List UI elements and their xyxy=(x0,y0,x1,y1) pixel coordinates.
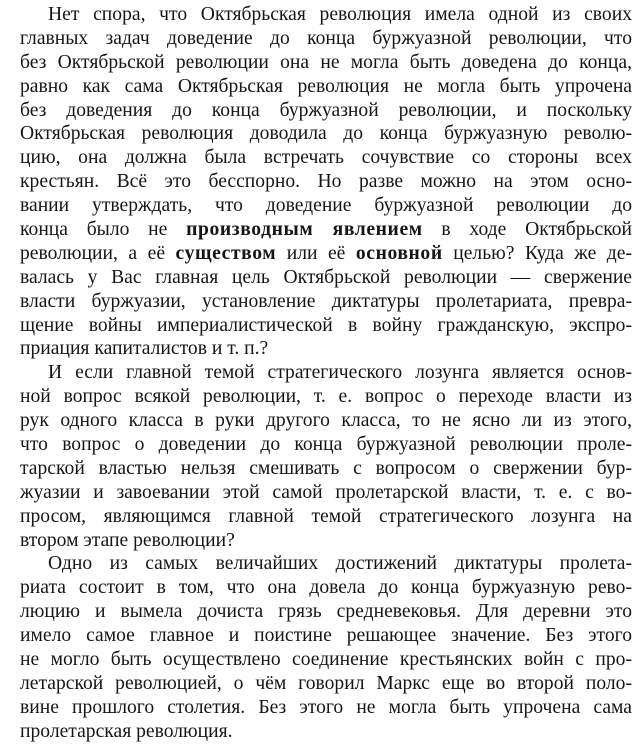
text-line: что вопрос о доведении до конца буржуазной революции проле- xyxy=(20,434,632,456)
text-line: риата состоит в том, что она довела до конца буржуазную рево- xyxy=(20,577,632,599)
text-line: ной вопрос всякой революции, т. е. вопрос о переходе власти из xyxy=(20,386,632,408)
text-line: равно как сама Октябрьская революция не могла быть упрочена xyxy=(20,75,632,97)
text-line: втором этапе революции? xyxy=(20,529,235,551)
text-line: Октябрьская революция доводила до конца буржуазную револю- xyxy=(20,123,632,145)
text-line: конца было не производным явлением в ходе Октябрьской xyxy=(20,219,632,241)
text-line: вине прошлого столетия. Без этого не могла быть упрочена сама xyxy=(20,696,632,718)
text-line: пролетарская революция. xyxy=(20,720,233,742)
emphasized-term: производным явлением xyxy=(186,219,423,241)
document-page xyxy=(20,3,632,744)
text-line: главных задач доведение до конца буржуазной революции, что xyxy=(20,27,632,49)
text-line: не могло быть осуществлено соединение крестьянских войн с про- xyxy=(20,649,632,671)
text-line: летарской революцией, о чём говорил Маркс еще во второй поло- xyxy=(20,672,632,694)
text-line: вании утверждать, что доведение буржуазной революции до xyxy=(20,195,632,217)
text-line: крестьян. Всё это бесспорно. Но разве можно на этом осно- xyxy=(20,171,632,193)
text-line: жуазии и завоевании этой самой пролетарской власти, т. е. с во- xyxy=(20,481,632,503)
text-line: тарской властью нельзя смешивать с вопросом о свержении бур- xyxy=(20,457,632,479)
text-line: люцию и вымела дочиста грязь средневековья. Для деревни это xyxy=(20,601,632,623)
paragraph-2 xyxy=(20,361,632,552)
emphasized-term: существом xyxy=(175,242,277,264)
text-line: революции, а её существом или её основной целью? Куда же де- xyxy=(20,242,632,264)
emphasized-term: основной xyxy=(355,242,443,264)
text-line: рук одного класса в руки другого класса, то не ясно ли из этого, xyxy=(20,410,632,432)
text-line: без Октябрьской революции она не могла быть доведена до конца, xyxy=(20,51,632,73)
text-line: Нет спора, что Октябрьская революция имела одной из своих xyxy=(48,4,632,25)
text-line: без доведения до конца буржуазной революции, и поскольку xyxy=(20,99,632,121)
text-line: валась у Вас главная цель Октябрьской революции — свержение xyxy=(20,266,632,288)
text-line: И если главной темой стратегического лозунга является основ- xyxy=(48,362,632,384)
text-line: цию, она должна была встречать сочувствие со стороны всех xyxy=(20,147,632,169)
text-line: приация капиталистов и т. п.? xyxy=(20,338,269,360)
text-line: власти буржуазии, установление диктатуры пролетариата, превра- xyxy=(20,290,632,312)
text-line: щение войны империалистической в войну гражданскую, экспро- xyxy=(20,314,632,336)
text-line: просом, являющимся главной темой стратегического лозунга на xyxy=(20,505,632,527)
text-line: имело самое главное и поистине решающее значение. Без этого xyxy=(20,625,632,647)
paragraph-1 xyxy=(20,3,632,361)
text-line: Одно из самых величайших достижений диктатуры пролета- xyxy=(48,553,632,575)
